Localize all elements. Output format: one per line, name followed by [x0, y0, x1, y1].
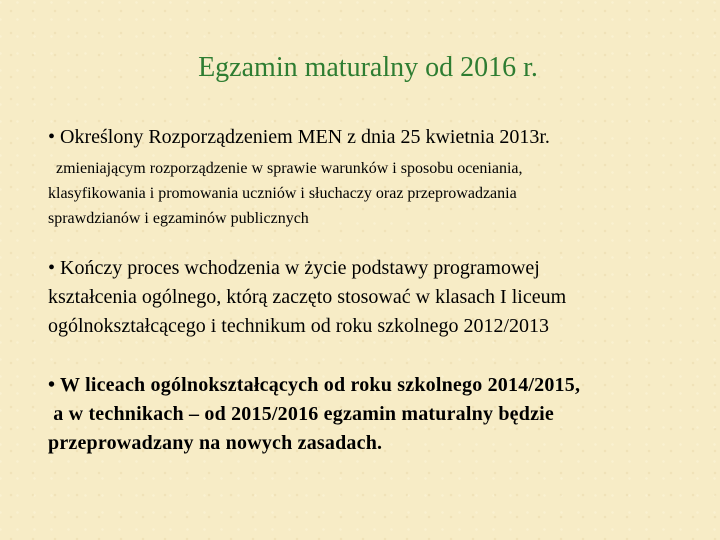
bullet-regulation-details: [48, 156, 698, 231]
bullet-regulation: [48, 125, 698, 149]
regulation-detail-line: klasyfikowania i promowania uczniów i słuchaczy oraz przeprowadzania: [48, 185, 517, 202]
regulation-detail-line: zmieniającym rozporządzenie w sprawie warunków i sposobu oceniania,: [56, 160, 523, 177]
new-rules-line: • W liceach ogólnokształcących od roku szkolnego 2014/2015,: [48, 374, 581, 396]
curriculum-line: kształcenia ogólnego, którą zaczęto stosować w klasach I liceum: [48, 286, 567, 308]
slide-title: Egzamin maturalny od 2016 r.: [198, 52, 538, 83]
new-rules-line: a w technikach – od 2015/2016 egzamin maturalny będzie: [48, 403, 554, 425]
curriculum-line: ogólnokształcącego i technikum od roku szkolnego 2012/2013: [48, 315, 550, 337]
regulation-detail-line: sprawdzianów i egzaminów publicznych: [48, 210, 309, 227]
bullet-curriculum: [48, 254, 698, 341]
curriculum-line: • Kończy proces wchodzenia w życie podstawy programowej: [48, 257, 540, 279]
bullet-regulation-line: • Określony Rozporządzeniem MEN z dnia 25 kwietnia 2013r.: [48, 126, 550, 148]
new-rules-line: przeprowadzany na nowych zasadach.: [48, 432, 383, 454]
bullet-new-rules: [48, 371, 698, 458]
